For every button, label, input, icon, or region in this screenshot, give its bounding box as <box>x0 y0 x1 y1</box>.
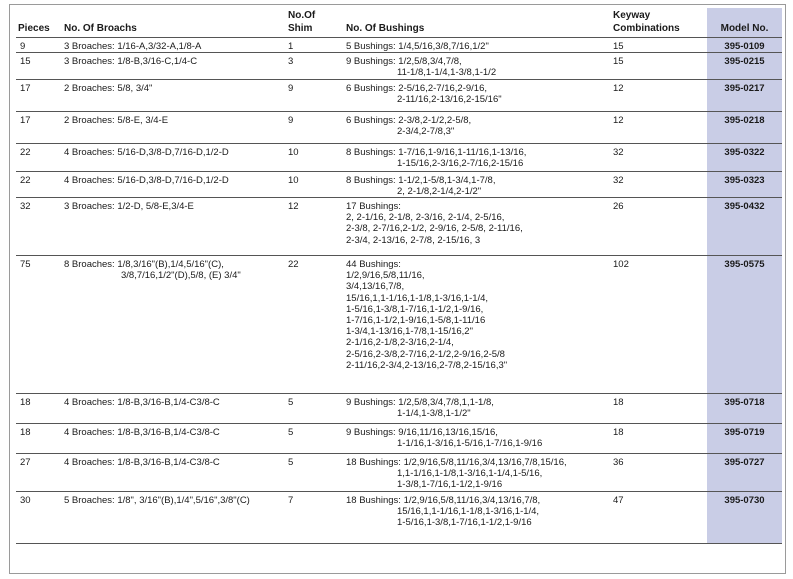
bushing-line: 9 Bushings: 9/16,11/16,13/16,15/16, <box>346 427 498 439</box>
cell-keyway: 18 <box>611 424 707 454</box>
table-row <box>16 38 782 53</box>
cell-keyway: 47 <box>611 491 707 543</box>
cell-keyway: 15 <box>611 38 707 53</box>
cell-shim: 3 <box>286 53 344 79</box>
bushing-line: 2-3/4, 2-13/16, 2-7/8, 2-15/16, 3 <box>346 234 481 246</box>
broach-line: 2 Broaches: 5/8-E, 3/4-E <box>64 114 169 126</box>
cell-broaches <box>62 79 286 111</box>
broach-kit-table <box>16 8 782 544</box>
cell-pieces: 17 <box>16 111 62 143</box>
bushing-line: 17 Bushings: <box>346 201 401 213</box>
bushing-line: 1-1/16,1-3/16,1-5/16,1-7/16,1-9/16 <box>397 438 543 450</box>
cell-model-number: 395-0215 <box>707 53 782 79</box>
cell-model-number: 395-0432 <box>707 198 782 256</box>
cell-keyway: 12 <box>611 79 707 111</box>
cell-shim: 5 <box>286 424 344 454</box>
cell-pieces: 18 <box>16 424 62 454</box>
cell-broaches <box>62 111 286 143</box>
cell-model-number: 395-0323 <box>707 171 782 197</box>
bushing-line: 2, 2-1/16, 2-1/8, 2-3/16, 2-1/4, 2-5/16, <box>346 212 505 224</box>
bushing-line: 1-7/16,1-1/2,1-9/16,1-5/8,1-11/16 <box>346 315 486 327</box>
cell-pieces: 22 <box>16 143 62 171</box>
header-pieces: Pieces <box>16 8 62 38</box>
cell-broaches <box>62 394 286 424</box>
bushing-line: 15/16,1,1-1/16,1-1/8,1-3/16,1-1/4, <box>397 505 540 517</box>
cell-shim: 5 <box>286 394 344 424</box>
table-row <box>16 79 782 111</box>
table-row <box>16 53 782 79</box>
cell-keyway: 15 <box>611 53 707 79</box>
bushing-line: 1/2,9/16,5/8,11/16, <box>346 270 425 282</box>
cell-bushings <box>344 424 611 454</box>
header-shim-line1: No.Of <box>288 10 316 21</box>
cell-shim: 7 <box>286 491 344 543</box>
cell-pieces: 17 <box>16 79 62 111</box>
cell-shim: 12 <box>286 198 344 256</box>
cell-keyway: 36 <box>611 454 707 492</box>
table-row <box>16 111 782 143</box>
header-keyway-line1: Keyway <box>613 10 651 21</box>
broach-line: 8 Broaches: 1/8,3/16"(B),1/4,5/16"(C), <box>64 259 224 271</box>
table-row <box>16 491 782 543</box>
cell-bushings <box>344 143 611 171</box>
bushing-line: 18 Bushings: 1/2,9/16,5/8,11/16,3/4,13/16,7/8,15/16, <box>346 457 567 469</box>
cell-model-number: 395-0730 <box>707 491 782 543</box>
header-keyway-line2: Combinations <box>613 23 680 34</box>
cell-model-number: 395-0218 <box>707 111 782 143</box>
cell-broaches <box>62 171 286 197</box>
cell-model-number: 395-0719 <box>707 424 782 454</box>
bushing-line: 2-3/4,2-7/8,3" <box>397 125 455 137</box>
cell-bushings <box>344 171 611 197</box>
bushing-line: 5 Bushings: 1/4,5/16,3/8,7/16,1/2" <box>346 41 489 52</box>
table-row <box>16 394 782 424</box>
header-row <box>16 8 782 38</box>
cell-broaches <box>62 454 286 492</box>
cell-bushings <box>344 491 611 543</box>
bushing-line: 6 Bushings: 2-5/16,2-7/16,2-9/16, <box>346 82 488 94</box>
cell-shim: 22 <box>286 256 344 394</box>
broach-line: 4 Broaches: 1/8-B,3/16-B,1/4-C3/8-C <box>64 397 220 409</box>
bushing-line: 11-1/8,1-1/4,1-3/8,1-1/2 <box>397 67 497 79</box>
bushing-line: 2-11/16,2-13/16,2-15/16" <box>397 93 502 105</box>
cell-shim: 9 <box>286 79 344 111</box>
cell-keyway: 32 <box>611 143 707 171</box>
header-shim-line2: Shim <box>288 23 313 34</box>
table-row <box>16 143 782 171</box>
table-row <box>16 424 782 454</box>
bushing-line: 1-3/4,1-13/16,1-7/8,1-15/16,2" <box>346 326 473 338</box>
cell-pieces: 22 <box>16 171 62 197</box>
cell-keyway: 18 <box>611 394 707 424</box>
broach-line: 3 Broaches: 1/16-A,3/32-A,1/8-A <box>64 41 202 52</box>
broach-line: 5 Broaches: 1/8", 3/16"(B),1/4",5/16",3/8"(C) <box>64 494 250 506</box>
broach-line: 3/8,7/16,1/2"(D),5/8, (E) 3/4" <box>121 270 241 282</box>
cell-keyway: 102 <box>611 256 707 394</box>
bushing-line: 2-11/16,2-3/4,2-13/16,2-7/8,2-15/16,3" <box>346 359 508 371</box>
bushing-line: 8 Bushings: 1-1/2,1-5/8,1-3/4,1-7/8, <box>346 174 496 186</box>
bushing-line: 44 Bushings: <box>346 259 401 271</box>
bushing-line: 9 Bushings: 1/2,5/8,3/4,7/8, <box>346 56 462 68</box>
cell-bushings <box>344 198 611 256</box>
bushing-line: 9 Bushings: 1/2,5/8,3/4,7/8,1,1-1/8, <box>346 397 494 409</box>
header-broaches: No. Of Broachs <box>62 8 286 38</box>
header-shim <box>286 8 344 38</box>
cell-broaches <box>62 256 286 394</box>
bushing-line: 2-1/16,2-1/8,2-3/16,2-1/4, <box>346 337 454 349</box>
cell-shim: 10 <box>286 171 344 197</box>
broach-line: 3 Broaches: 1/2-D, 5/8-E,3/4-E <box>64 201 194 213</box>
cell-bushings <box>344 79 611 111</box>
bushing-line: 1-1/4,1-3/8,1-1/2" <box>397 408 471 420</box>
cell-broaches <box>62 424 286 454</box>
broach-line: 4 Broaches: 5/16-D,3/8-D,7/16-D,1/2-D <box>64 174 229 186</box>
header-bushings: No. Of Bushings <box>344 8 611 38</box>
bushing-line: 6 Bushings: 2-3/8,2-1/2,2-5/8, <box>346 114 472 126</box>
cell-model-number: 395-0727 <box>707 454 782 492</box>
broach-line: 4 Broaches: 1/8-B,3/16-B,1/4-C3/8-C <box>64 427 220 439</box>
cell-pieces: 18 <box>16 394 62 424</box>
bushing-line: 1-5/16,1-3/8,1-7/16,1-1/2,1-9/16, <box>346 303 484 315</box>
cell-shim: 10 <box>286 143 344 171</box>
bushing-line: 1-5/16,1-3/8,1-7/16,1-1/2,1-9/16 <box>397 517 532 529</box>
table-row <box>16 171 782 197</box>
cell-bushings <box>344 53 611 79</box>
cell-broaches <box>62 53 286 79</box>
cell-bushings <box>344 38 611 53</box>
cell-pieces: 9 <box>16 38 62 53</box>
bushing-line: 1,1-1/16,1-1/8,1-3/16,1-1/4,1-5/16, <box>397 468 543 480</box>
bushing-line: 1-3/8,1-7/16,1-1/2,1-9/16 <box>397 479 503 491</box>
cell-bushings <box>344 111 611 143</box>
header-model: Model No. <box>707 8 782 38</box>
bushing-line: 18 Bushings: 1/2,9/16,5/8,11/16,3/4,13/16,7/8, <box>346 494 541 506</box>
cell-pieces: 27 <box>16 454 62 492</box>
cell-broaches <box>62 143 286 171</box>
bushing-line: 2, 2-1/8,2-1/4,2-1/2" <box>397 185 482 197</box>
broach-line: 2 Broaches: 5/8, 3/4" <box>64 82 153 94</box>
cell-model-number: 395-0217 <box>707 79 782 111</box>
broach-line: 4 Broaches: 1/8-B,3/16-B,1/4-C3/8-C <box>64 457 220 469</box>
cell-model-number: 395-0575 <box>707 256 782 394</box>
cell-model-number: 395-0109 <box>707 38 782 53</box>
cell-keyway: 26 <box>611 198 707 256</box>
table-row <box>16 256 782 394</box>
bushing-line: 1-15/16,2-3/16,2-7/16,2-15/16 <box>397 157 524 169</box>
cell-broaches <box>62 38 286 53</box>
cell-pieces: 15 <box>16 53 62 79</box>
cell-pieces: 75 <box>16 256 62 394</box>
header-keyway <box>611 8 707 38</box>
cell-keyway: 12 <box>611 111 707 143</box>
cell-shim: 9 <box>286 111 344 143</box>
cell-pieces: 32 <box>16 198 62 256</box>
cell-broaches <box>62 491 286 543</box>
cell-shim: 5 <box>286 454 344 492</box>
cell-bushings <box>344 454 611 492</box>
cell-model-number: 395-0322 <box>707 143 782 171</box>
table-row <box>16 454 782 492</box>
broach-line: 4 Broaches: 5/16-D,3/8-D,7/16-D,1/2-D <box>64 146 229 158</box>
cell-bushings <box>344 256 611 394</box>
bushing-line: 2-3/8, 2-7/16,2-1/2, 2-9/16, 2-5/8, 2-11/16, <box>346 223 523 235</box>
bushing-line: 15/16,1,1-1/16,1-1/8,1-3/16,1-1/4, <box>346 292 489 304</box>
bushing-line: 8 Bushings: 1-7/16,1-9/16,1-11/16,1-13/16, <box>346 146 527 158</box>
cell-keyway: 32 <box>611 171 707 197</box>
table-row <box>16 198 782 256</box>
bushing-line: 2-5/16,2-3/8,2-7/16,2-1/2,2-9/16,2-5/8 <box>346 348 505 360</box>
cell-bushings <box>344 394 611 424</box>
cell-pieces: 30 <box>16 491 62 543</box>
broach-line: 3 Broaches: 1/8-B,3/16-C,1/4-C <box>64 56 198 68</box>
cell-model-number: 395-0718 <box>707 394 782 424</box>
cell-shim: 1 <box>286 38 344 53</box>
bushing-line: 3/4,13/16,7/8, <box>346 281 405 293</box>
cell-broaches <box>62 198 286 256</box>
